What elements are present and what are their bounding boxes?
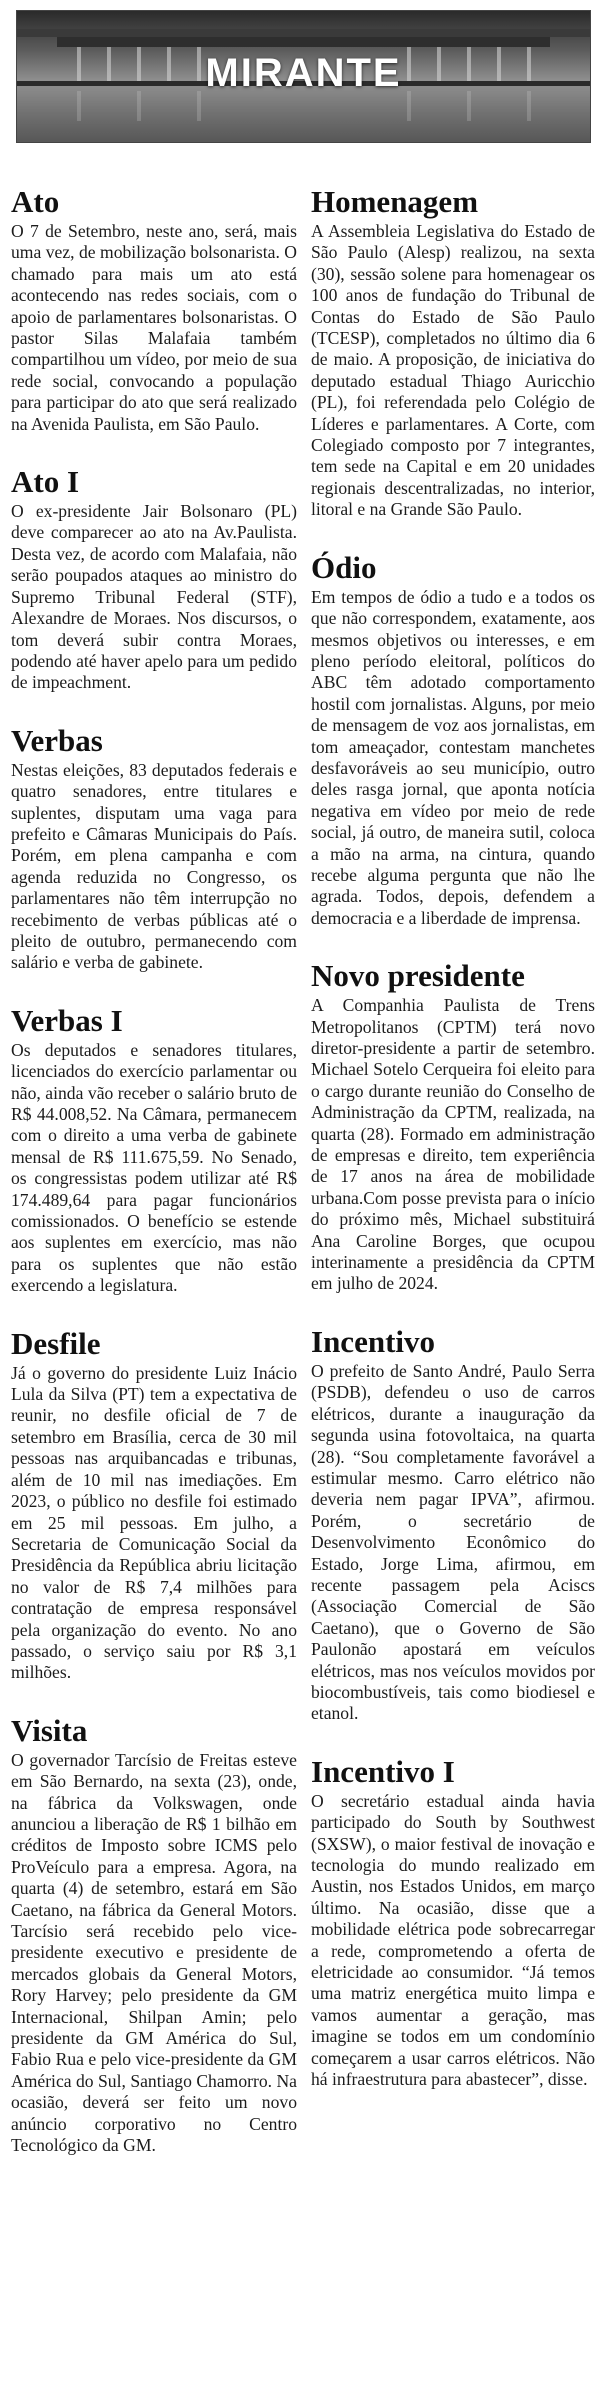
article-body: Em tempos de ódio a tudo e a todos os que não correspondem, exatamente, aos mesmos objetivos ou interesses, e em pleno período eleitoral, políticos do ABC têm adotado comportamento hostil com jornalistas. Alguns, por meio de mensagem de voz aos jornalistas, em tom ameaçador, contestam manchetes desfavoráveis ao seu município, outro deles rasga jornal, que aponta notícia negativa em vídeo por meio de rede social, já outro, de maneira sutil, coloca a mão na arma, na cintura, quando recebe alguma pergunta que não lhe agrada. Todos, depois, defendem a democracia e a liberdade de imprensa. <box>311 586 595 928</box>
article-body: O secretário estadual ainda havia participado do South by Southwest (SXSW), o maior festival de inovação e tecnologia do mundo realizado em Austin, nos Estados Unidos, em março último. Na ocasião, disse que a mobilidade elétrica pode sobrecarregar a rede, comprometendo a oferta de eletricidade ao consumidor. “Já temos uma matriz energética muito limpa e vamos aumentar a geração, mas imagine se todos em um condomínio começarem a usar carros elétricos. Não há infraestrutura para abastecer”, disse. <box>311 1790 595 2090</box>
article <box>11 185 297 435</box>
article-headline: Verbas <box>11 722 103 758</box>
column-title: MIRANTE <box>205 51 402 95</box>
article-body: O ex-presidente Jair Bolsonaro (PL) deve comparecer ao ato na Av.Paulista. Desta vez, de acordo com Malafaia, não serão poupados ataques ao ministro do Supremo Tribunal Federal (STF), Alexandre de Moraes. Nos discursos, o tom deverá subir contra Moraes, podendo até haver apelo para um pedido de impeachment. <box>11 501 297 693</box>
article-body: Os deputados e senadores titulares, licenciados do exercício parlamentar ou não, ainda vão receber o salário bruto de R$ 44.008,52. Na Câmara, permanecem com o direito a uma verba de gabinete mensal de R$ 111.675,59. No Senado, os congressistas podem utilizar até R$ 174.489,64 para pagar funcionários comissionados. O benefício se estende aos suplentes em exercício, mas não para os suplentes que não estão exercendo a legislatura. <box>11 1039 297 1296</box>
article-headline: Ato <box>11 184 60 219</box>
article-headline: Ódio <box>311 549 377 585</box>
article-body: O governador Tarcísio de Freitas esteve em São Bernardo, na sexta (23), onde, na fábrica da Volkswagen, onde anunciou a liberação de R$ 1 bilhão em créditos de Imposto sobre ICMS pelo ProVeículo para a empresa. Agora, na quarta (4) de setembro, estará em São Caetano, na fábrica da General Motors. Tarcísio será recebido pelo vice-presidente executivo e presidente de mercados globais da General Motors, Rory Harvey; pelo presidente da GM Internacional, Shilpan Amin; pelo presidente da GM América do Sul, Fabio Rua e pelo vice-presidente da GM América do Sul, Santiago Chamorro. Na ocasião, deverá ser feito um novo anúncio corporativo no Centro Tecnológico da GM. <box>11 1749 297 2156</box>
article <box>311 185 595 521</box>
article-headline: Verbas I <box>11 1002 123 1038</box>
masthead-banner <box>16 10 591 143</box>
article-headline: Visita <box>11 1712 88 1748</box>
article-headline: Incentivo <box>311 1323 435 1359</box>
article <box>311 959 595 1295</box>
article <box>311 1325 595 1725</box>
article-headline: Homenagem <box>311 184 479 219</box>
right-column <box>311 185 595 2120</box>
article <box>11 724 297 974</box>
article-body: Já o governo do presidente Luiz Inácio Lula da Silva (PT) tem a expectativa de reunir, no desfile oficial de 7 de setembro em Brasília, cerca de 30 mil pessoas nas arquibancadas e tribunas, além de 10 mil nas imediações. Em 2023, o público no desfile foi estimado em 25 mil pessoas. Em julho, a Secretaria de Comunicação Social da Presidência da República abriu licitação no valor de R$ 7,4 milhões para contratação de empresa responsável pela organização do evento. No ano passado, o serviço saiu por R$ 3,1 milhões. <box>11 1362 297 1683</box>
article-body: O prefeito de Santo André, Paulo Serra (PSDB), defendeu o uso de carros elétricos, durante a inauguração da segunda usina fotovoltaica, na quarta (28). “Sou completamente favorável a estimular mesmo. Carro elétrico não deveria nem pagar IPVA”, afirmou. Porém, o secretário de Desenvolvimento Econômico do Estado, Jorge Lima, afirmou, em recente passagem pela Aciscs (Associação Comercial de São Caetano), que o Governo de São Paulonão apostará em veículos elétricos, mas nos veículos movidos por biocombustíveis, tais como biodiesel e etanol. <box>311 1360 595 1724</box>
article <box>11 1714 297 2157</box>
article-headline: Desfile <box>11 1325 101 1361</box>
article <box>311 1755 595 2091</box>
article-body: O 7 de Setembro, neste ano, será, mais uma vez, de mobilização bolsonarista. O chamado para mais um ato está acontecendo nas redes sociais, com o apoio de parlamentares bolsonaristas. O pastor Silas Malafaia também compartilhou um vídeo, por meio de sua rede social, convocando a população para participar do ato que será realizado na Avenida Paulista, em São Paulo. <box>11 221 297 434</box>
article-body: A Assembleia Legislativa do Estado de São Paulo (Alesp) realizou, na sexta (30), sessão solene para homenagear os 100 anos de fundação do Tribunal de Contas do Estado de São Paulo (TCESP), completados no último dia 6 de maio. A proposição, de iniciativa do deputado estadual Thiago Auricchio (PL), foi referendada pelo Colégio de Líderes e parlamentares. A Corte, com Colegiado composto por 7 integrantes, tem sede na Capital e em 20 unidades regionais descentralizadas, no interior, litoral e na Grande São Paulo. <box>311 221 595 520</box>
article <box>11 465 297 694</box>
article <box>11 1327 297 1684</box>
article-body: A Companhia Paulista de Trens Metropolitanos (CPTM) terá novo diretor-presidente a partir de setembro. Michael Sotelo Cerqueira foi eleito para o cargo durante reunião do Conselho de Administração da CPTM, realizada, na quarta (28). Formado em administração de empresas e direito, tem experiência de 17 anos na área de mobilidade urbana.Com posse prevista para o início do próximo mês, Michael substituirá Ana Caroline Borges, que ocupou interinamente a presidência da CPTM em julho de 2024. <box>311 995 595 1294</box>
article <box>11 1004 297 1297</box>
article <box>311 551 595 930</box>
article-body: Nestas eleições, 83 deputados federais e quatro senadores, entre titulares e suplentes, disputam uma vaga para prefeito e Câmaras Municipais do País. Porém, em plena campanha e com agenda reduzida no Congresso, os parlamentares não têm interrupção no recebimento de verbas públicas até o pleito de outubro, permanecendo com salário e verba de gabinete. <box>11 759 297 973</box>
article-headline: Incentivo I <box>311 1753 455 1789</box>
article-headline: Ato I <box>11 464 80 500</box>
article-headline: Novo presidente <box>311 958 525 994</box>
left-column <box>11 185 297 2186</box>
